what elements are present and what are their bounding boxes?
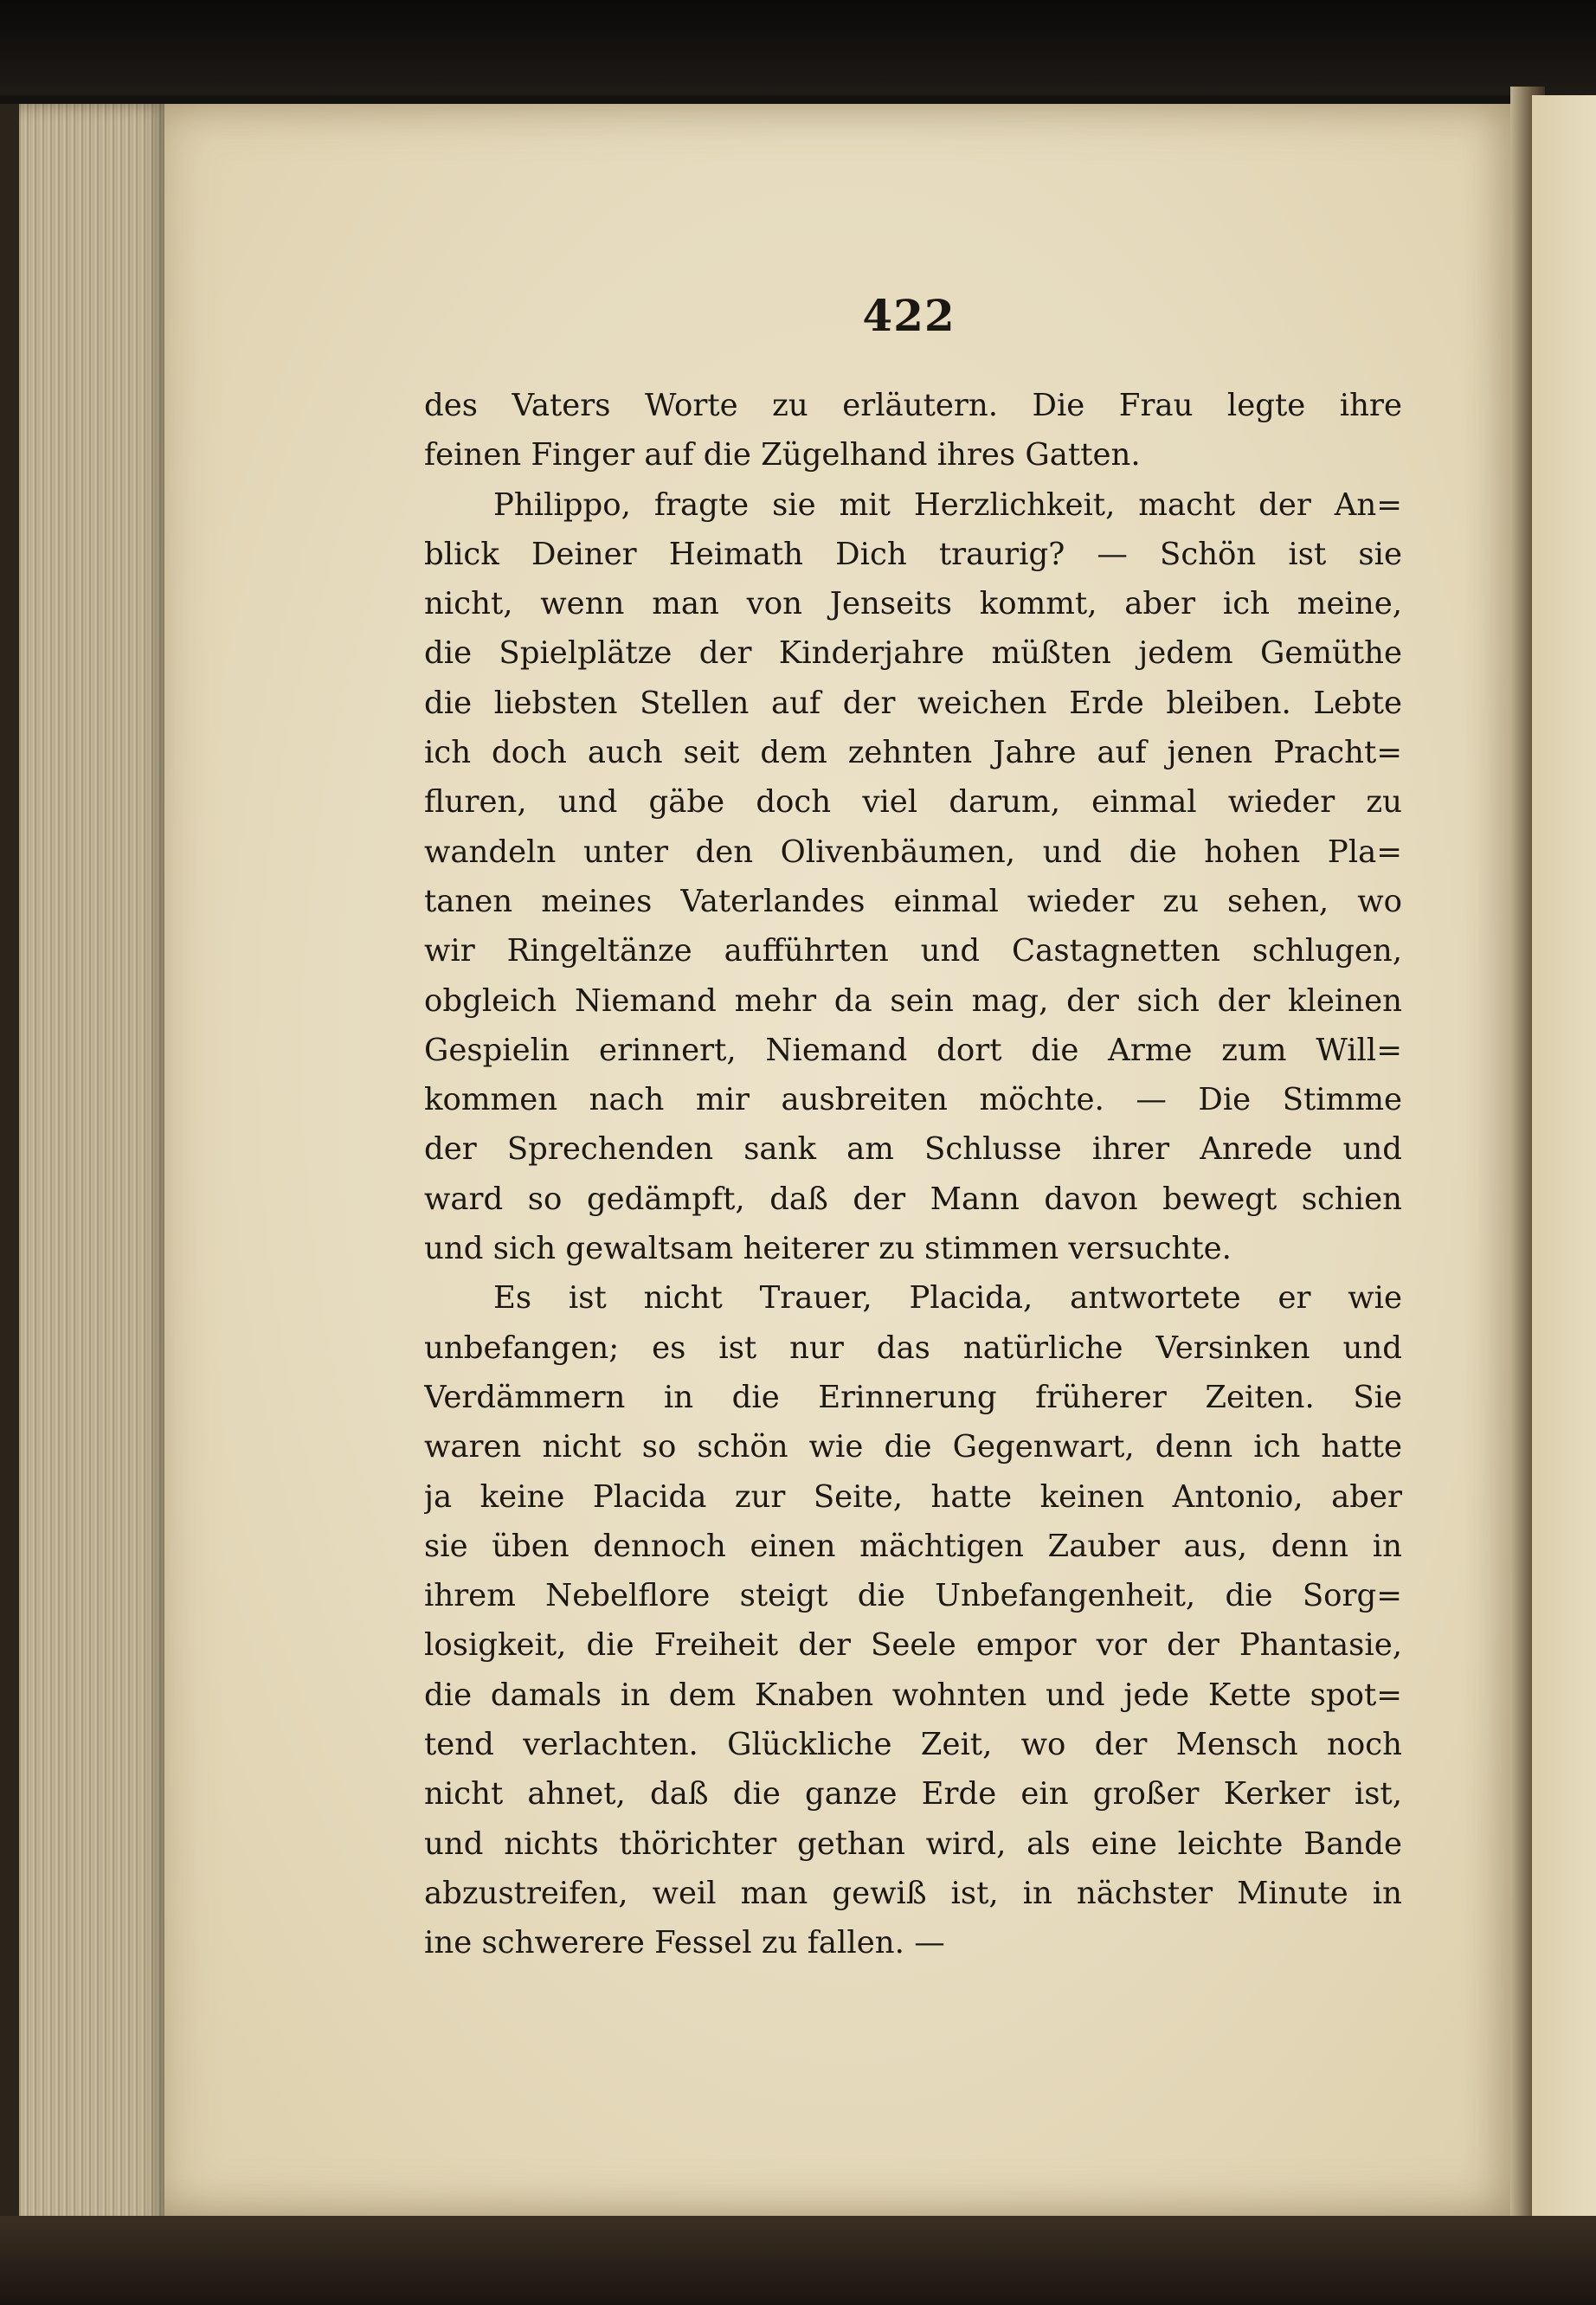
text-line: wir Ringeltänze aufführten und Castagnetten schlugen,: [424, 933, 1402, 969]
text-line: und nichts thörichter gethan wird, als eine leichte Bande: [424, 1825, 1402, 1862]
facing-page-edge: [1532, 95, 1596, 2242]
text-line: tend verlachten. Glückliche Zeit, wo der Mensch noch: [424, 1727, 1402, 1763]
text-line: losigkeit, die Freiheit der Seele empor vor der Phantasie,: [424, 1627, 1402, 1664]
text-line: obgleich Niemand mehr da sein mag, der sich der kleinen: [424, 982, 1402, 1019]
page-number: 422: [862, 290, 956, 341]
text-line: ja keine Placida zur Seite, hatte keinen Antonio, aber: [424, 1478, 1402, 1515]
background-top: [0, 0, 1596, 95]
text-line: nicht, wenn man von Jenseits kommt, aber ich meine,: [424, 586, 1402, 622]
book-page-edges: [0, 104, 171, 2233]
book-cover-edge: [0, 104, 19, 2233]
text-line: die Spielplätze der Kinderjahre müßten jedem Gemüthe: [424, 635, 1402, 672]
body-text: [424, 381, 1402, 1968]
text-line: der Sprechenden sank am Schlusse ihrer Anrede und: [424, 1131, 1402, 1168]
text-line: Verdämmern in die Erinnerung früherer Zeiten. Sie: [424, 1379, 1402, 1415]
text-line: blick Deiner Heimath Dich traurig? — Schön ist sie: [424, 536, 1402, 572]
text-line: abzustreifen, weil man gewiß ist, in nächster Minute in: [424, 1875, 1402, 1911]
text-line: des Vaters Worte zu erläutern. Die Frau legte ihre: [424, 388, 1402, 423]
text-line: unbefangen; es ist nur das natürliche Versinken und: [424, 1330, 1402, 1366]
text-line: ine schwerere Fessel zu fallen. —: [424, 1925, 945, 1961]
text-line: sie üben dennoch einen mächtigen Zauber aus, denn in: [424, 1528, 1402, 1564]
text-line: Gespielin erinnert, Niemand dort die Arme zum Will=: [424, 1032, 1402, 1068]
text-line: nicht ahnet, daß die ganze Erde ein großer Kerker ist,: [424, 1776, 1402, 1812]
text-line: feinen Finger auf die Zügelhand ihres Gatten.: [424, 437, 1141, 473]
text-line: Philippo, fragte sie mit Herzlichkeit, macht der An=: [493, 486, 1402, 523]
text-line: tanen meines Vaterlandes einmal wieder zu sehen, wo: [424, 883, 1402, 919]
text-line: und sich gewaltsam heiterer zu stimmen versuchte.: [424, 1231, 1232, 1267]
text-line: die damals in dem Knaben wohnten und jede Kette spot=: [424, 1677, 1402, 1713]
text-line: ward so gedämpft, daß der Mann davon bewegt schien: [424, 1181, 1402, 1217]
text-line: waren nicht so schön wie die Gegenwart, denn ich hatte: [424, 1429, 1402, 1465]
text-line: wandeln unter den Olivenbäumen, und die hohen Pla=: [424, 834, 1402, 870]
text-line: kommen nach mir ausbreiten möchte. — Die Stimme: [424, 1082, 1402, 1118]
text-line: ihrem Nebelflore steigt die Unbefangenheit, die Sorg=: [424, 1578, 1402, 1614]
text-line: fluren, und gäbe doch viel darum, einmal wieder zu: [424, 784, 1402, 821]
text-line: ich doch auch seit dem zehnten Jahre auf jenen Pracht=: [424, 735, 1402, 771]
text-line: die liebsten Stellen auf der weichen Erde bleiben. Lebte: [424, 685, 1402, 721]
background-bottom: [0, 2216, 1596, 2305]
text-line: Es ist nicht Trauer, Placida, antwortete er wie: [493, 1280, 1402, 1317]
